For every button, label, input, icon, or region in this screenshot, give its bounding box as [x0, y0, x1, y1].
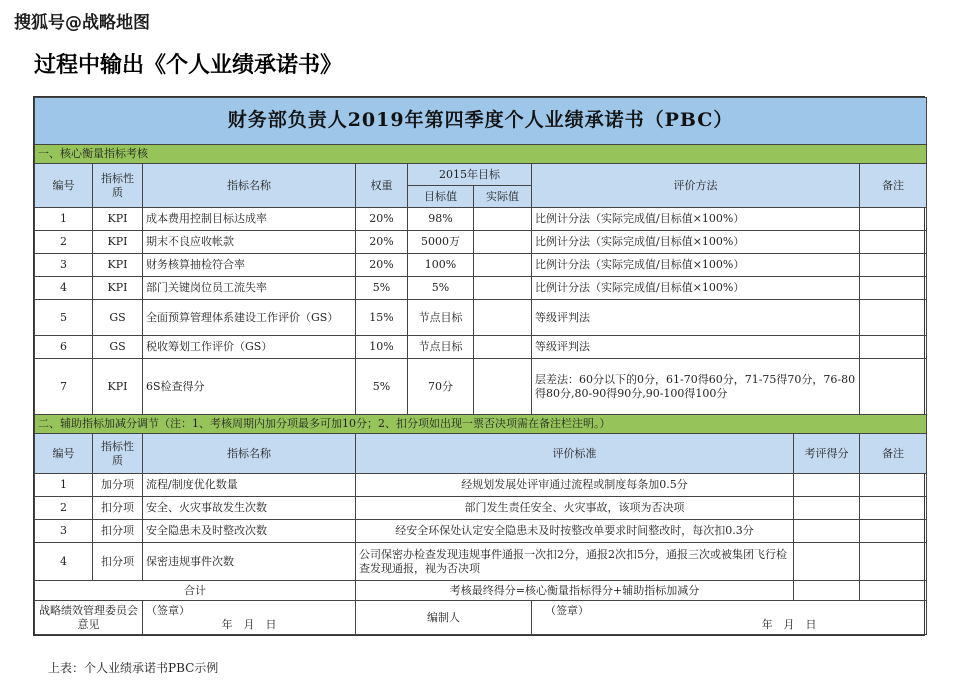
table-row — [35, 543, 927, 581]
row-score[interactable] — [794, 474, 860, 497]
row-name: 财务核算抽检符合率 — [143, 254, 356, 277]
title-row — [35, 98, 927, 145]
watermark: 搜狐号@战略地图 — [14, 13, 150, 33]
col-name: 指标名称 — [143, 164, 356, 208]
section1-header — [35, 145, 927, 164]
row-method: 层差法：60分以下的0分，61-70得60分，71-75得70分，76-80得80分,80-90得90分,90-100得100分 — [532, 359, 860, 415]
row-score[interactable] — [794, 497, 860, 520]
total-remark[interactable] — [860, 581, 927, 601]
section1-label: 一、核心衡量指标考核 — [35, 145, 927, 164]
section2-label: 二、辅助指标加减分调节（注：1、考核周期内加分项最多可加10分；2、扣分项如出现一票否决项需在备注栏注明。） — [35, 415, 927, 434]
row-weight: 5% — [356, 277, 408, 300]
row-nature: 扣分项 — [93, 497, 143, 520]
row-name: 税收筹划工作评价（GS） — [143, 336, 356, 359]
row-nature: KPI — [93, 277, 143, 300]
row-name: 部门关键岗位员工流失率 — [143, 277, 356, 300]
row-id: 6 — [35, 336, 93, 359]
row-actual[interactable] — [474, 300, 532, 336]
col-target-group: 2015年目标 — [408, 164, 532, 186]
table-caption: 上表：个人业绩承诺书PBC示例 — [48, 661, 219, 675]
signature-row — [35, 601, 927, 635]
row-id: 7 — [35, 359, 93, 415]
author-label: 编制人 — [356, 601, 532, 635]
row-weight: 15% — [356, 300, 408, 336]
row-remark[interactable] — [860, 231, 927, 254]
table-row — [35, 497, 927, 520]
col-id: 编号 — [35, 164, 93, 208]
row-id: 1 — [35, 208, 93, 231]
row-actual[interactable] — [474, 336, 532, 359]
total-formula: 考核最终得分=核心衡量指标得分+辅助指标加减分 — [356, 581, 794, 601]
table-row — [35, 336, 927, 359]
table-row — [35, 300, 927, 336]
col-actual: 实际值 — [474, 186, 532, 208]
row-target: 5000万 — [408, 231, 474, 254]
sign-label-right: （签章） — [545, 603, 589, 617]
row-weight: 20% — [356, 208, 408, 231]
row-name: 流程/制度优化数量 — [143, 474, 356, 497]
row-remark[interactable] — [860, 359, 927, 415]
col2-score: 考评得分 — [794, 434, 860, 474]
row-nature: KPI — [93, 208, 143, 231]
row-method: 等级评判法 — [532, 336, 860, 359]
row-id: 3 — [35, 520, 93, 543]
row-id: 2 — [35, 497, 93, 520]
row-id: 4 — [35, 277, 93, 300]
row-name: 成本费用控制目标达成率 — [143, 208, 356, 231]
row-id: 3 — [35, 254, 93, 277]
row-name: 保密违规事件次数 — [143, 543, 356, 581]
committee-signature[interactable] — [143, 601, 356, 635]
row-remark[interactable] — [860, 208, 927, 231]
col2-name: 指标名称 — [143, 434, 356, 474]
row-method: 比例计分法（实际完成值/目标值×100%） — [532, 231, 860, 254]
row-remark[interactable] — [860, 543, 927, 581]
pbc-table — [34, 97, 927, 635]
col2-remark: 备注 — [860, 434, 927, 474]
row-target: 98% — [408, 208, 474, 231]
row-remark[interactable] — [860, 474, 927, 497]
col2-id: 编号 — [35, 434, 93, 474]
col2-criteria: 评价标准 — [356, 434, 794, 474]
row-target: 100% — [408, 254, 474, 277]
document-title: 财务部负责人2019年第四季度个人业绩承诺书（PBC） — [35, 98, 927, 145]
author-signature[interactable] — [532, 601, 927, 635]
row-target: 70分 — [408, 359, 474, 415]
row-name: 6S检查得分 — [143, 359, 356, 415]
col-remark: 备注 — [860, 164, 927, 208]
col2-nature: 指标性质 — [93, 434, 143, 474]
row-score[interactable] — [794, 520, 860, 543]
date-right: 年 月 日 — [761, 617, 817, 631]
row-weight: 20% — [356, 254, 408, 277]
row-nature: GS — [93, 300, 143, 336]
row-weight: 5% — [356, 359, 408, 415]
sign-label-left: （签章） — [146, 603, 190, 617]
col-nature: 指标性质 — [93, 164, 143, 208]
row-criteria: 经安全环保处认定安全隐患未及时按整改单要求时间整改时，每次扣0.3分 — [356, 520, 794, 543]
page-heading: 过程中输出《个人业绩承诺书》 — [34, 53, 343, 78]
row-criteria: 经规划发展处评审通过流程或制度每条加0.5分 — [356, 474, 794, 497]
row-id: 4 — [35, 543, 93, 581]
row-actual[interactable] — [474, 359, 532, 415]
table-row — [35, 277, 927, 300]
row-id: 5 — [35, 300, 93, 336]
row-remark[interactable] — [860, 277, 927, 300]
row-actual[interactable] — [474, 231, 532, 254]
col-target: 目标值 — [408, 186, 474, 208]
col-weight: 权重 — [356, 164, 408, 208]
row-target: 5% — [408, 277, 474, 300]
section1-column-header — [35, 164, 927, 186]
section2-header — [35, 415, 927, 434]
row-method: 比例计分法（实际完成值/目标值×100%） — [532, 254, 860, 277]
row-nature: KPI — [93, 359, 143, 415]
table-row — [35, 520, 927, 543]
table-row — [35, 231, 927, 254]
row-criteria: 部门发生责任安全、火灾事故，该项为否决项 — [356, 497, 794, 520]
row-remark[interactable] — [860, 300, 927, 336]
total-score[interactable] — [794, 581, 860, 601]
row-name: 期末不良应收帐款 — [143, 231, 356, 254]
row-remark[interactable] — [860, 520, 927, 543]
table-row — [35, 474, 927, 497]
row-weight: 20% — [356, 231, 408, 254]
row-id: 1 — [35, 474, 93, 497]
row-method: 等级评判法 — [532, 300, 860, 336]
row-method: 比例计分法（实际完成值/目标值×100%） — [532, 277, 860, 300]
committee-label: 战略绩效管理委员会意见 — [35, 601, 143, 635]
row-remark[interactable] — [860, 336, 927, 359]
row-nature: 加分项 — [93, 474, 143, 497]
row-id: 2 — [35, 231, 93, 254]
table-row — [35, 208, 927, 231]
row-target: 节点目标 — [408, 300, 474, 336]
total-label: 合计 — [35, 581, 356, 601]
row-nature: GS — [93, 336, 143, 359]
row-nature: KPI — [93, 231, 143, 254]
table-row — [35, 359, 927, 415]
row-actual[interactable] — [474, 254, 532, 277]
section2-column-header — [35, 434, 927, 474]
row-name: 安全、火灾事故发生次数 — [143, 497, 356, 520]
row-actual[interactable] — [474, 208, 532, 231]
row-nature: 扣分项 — [93, 520, 143, 543]
row-nature: KPI — [93, 254, 143, 277]
date-left: 年 月 日 — [221, 617, 277, 631]
row-name: 安全隐患未及时整改次数 — [143, 520, 356, 543]
row-score[interactable] — [794, 543, 860, 581]
pbc-document — [33, 96, 925, 636]
table-row — [35, 254, 927, 277]
row-remark[interactable] — [860, 254, 927, 277]
row-method: 比例计分法（实际完成值/目标值×100%） — [532, 208, 860, 231]
row-name: 全面预算管理体系建设工作评价（GS） — [143, 300, 356, 336]
row-nature: 扣分项 — [93, 543, 143, 581]
row-criteria: 公司保密办检查发现违规事件通报一次扣2分，通报2次扣5分，通报三次或被集团飞行检查发现通报，视为否决项 — [356, 543, 794, 581]
row-actual[interactable] — [474, 277, 532, 300]
row-target: 节点目标 — [408, 336, 474, 359]
row-weight: 10% — [356, 336, 408, 359]
row-remark[interactable] — [860, 497, 927, 520]
total-row — [35, 581, 927, 601]
col-method: 评价方法 — [532, 164, 860, 208]
